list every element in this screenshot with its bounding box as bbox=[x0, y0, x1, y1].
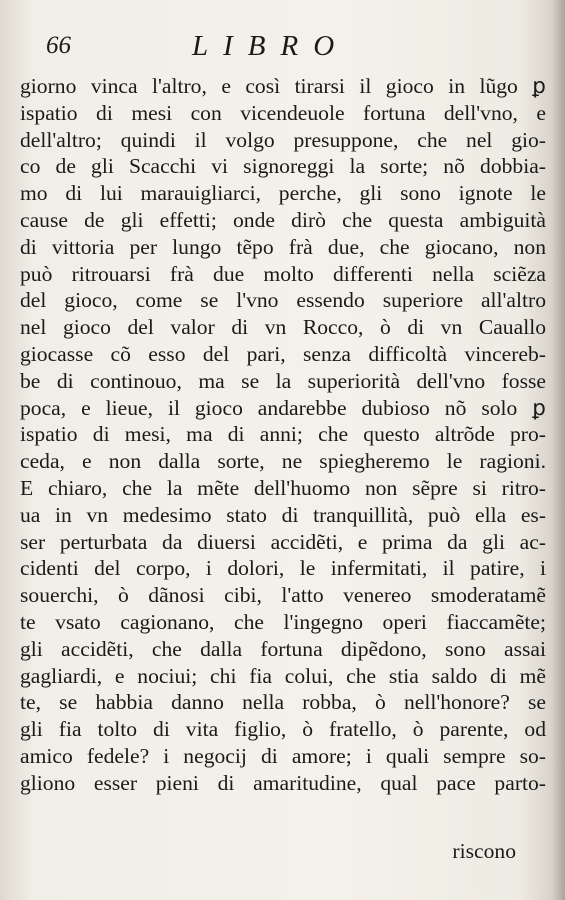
text-line: poca, e lieue, il gioco andarebbe dubioso nõ solo ꝑ bbox=[20, 395, 546, 420]
running-head: LIBRO bbox=[192, 30, 350, 62]
text-line: ser perturbata da diuersi accidẽti, e prima da gli ac- bbox=[20, 529, 546, 554]
text-line: te vsato cagionano, che l'ingegno operi fiaccamẽte; bbox=[20, 609, 546, 634]
body-text bbox=[20, 73, 546, 797]
text-line: cidenti del corpo, i dolori, le infermitati, il patire, i bbox=[20, 556, 546, 581]
text-line: gli fia tolto di vita figlio, ò fratello, ò parente, od bbox=[20, 717, 546, 742]
text-line: gagliardi, e nociui; chi fia colui, che stia saldo di mẽ bbox=[20, 663, 546, 688]
page-header bbox=[24, 30, 544, 62]
text-line: amico fedele? i negocij di amore; i quali sempre so- bbox=[20, 743, 546, 768]
text-line: ceda, e non dalla sorte, ne spiegheremo le ragioni. bbox=[20, 449, 546, 474]
text-line: giocasse cõ esso del pari, senza difficoltà vincereb- bbox=[20, 341, 546, 366]
text-line: gliono esser pieni di amaritudine, qual pace parto- bbox=[20, 770, 546, 795]
text-line: be di continouo, ma se la superiorità dell'vno fosse bbox=[20, 368, 546, 393]
text-line: gli accidẽti, che dalla fortuna dipẽdono, sono assai bbox=[20, 636, 546, 661]
text-line: del gioco, come se l'vno essendo superiore all'altro bbox=[20, 288, 546, 313]
text-line: souerchi, ò dãnosi cibi, l'atto venereo smoderatamẽ bbox=[20, 583, 546, 608]
text-line: ispatio di mesi con vicendeuole fortuna dell'vno, e bbox=[20, 100, 546, 125]
text-line: nel gioco del valor di vn Rocco, ò di vn Cauallo bbox=[20, 315, 546, 340]
text-line: te, se habbia danno nella robba, ò nell'honore? se bbox=[20, 690, 546, 715]
text-line: di vittoria per lungo tẽpo frà due, che giocano, non bbox=[20, 234, 546, 259]
text-line: ua in vn medesimo stato di tranquillità, può ella es- bbox=[20, 502, 546, 527]
catchword: riscono bbox=[452, 839, 516, 863]
text-line: E chiaro, che la mẽte dell'huomo non sẽpre si ritro- bbox=[20, 475, 546, 500]
text-line: giorno vinca l'altro, e così tirarsi il gioco in lũgo ꝑ bbox=[20, 74, 546, 98]
text-line: cause de gli effetti; onde dirò che questa ambiguità bbox=[20, 207, 546, 232]
page-number: 66 bbox=[46, 32, 71, 59]
text-line: co de gli Scacchi vi signoreggi la sorte; nõ dobbia- bbox=[20, 154, 546, 179]
page-edge-shadow bbox=[551, 0, 565, 900]
text-line: può ritrouarsi frà due molto differenti nella sciẽza bbox=[20, 261, 546, 286]
text-line: dell'altro; quindi il volgo presuppone, che nel gio- bbox=[20, 127, 546, 152]
text-line: mo di lui marauigliarci, perche, gli sono ignote le bbox=[20, 181, 546, 206]
text-line: ispatio di mesi, ma di anni; che questo altrõde pro- bbox=[20, 422, 546, 447]
